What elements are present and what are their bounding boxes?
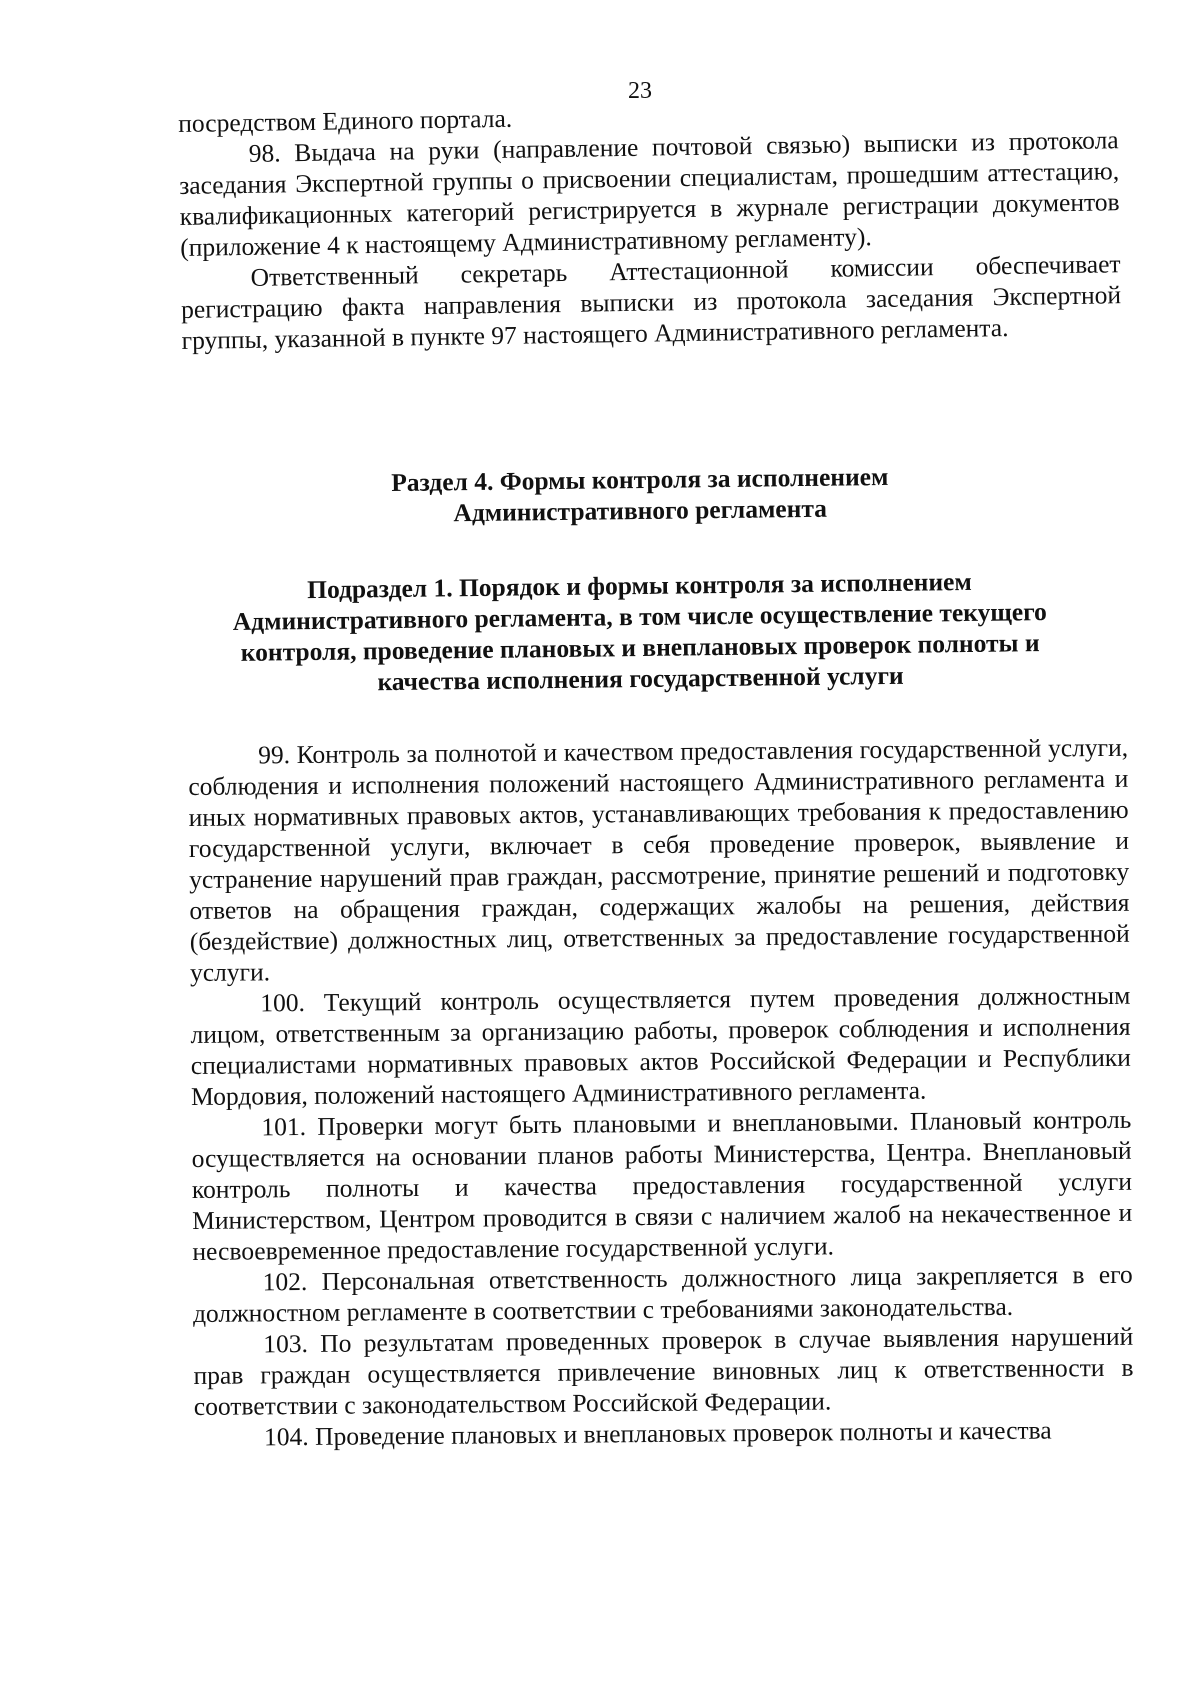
- paragraph-continuation: посредством Единого портала.: [178, 103, 513, 138]
- paragraph-101: 101. Проверки могут быть плановыми и внеплановыми. Плановый контроль осуществляется на основании планов работы Министерства, Центра. Внеплановый контроль полноты и качества предоставления государственной услуги Министерством, Центром проводится в связи с наличием жалоб на некачественное и несвоевременное предоставление государственной услуги.: [191, 1104, 1133, 1266]
- section-heading: [170, 458, 1111, 531]
- subsection-heading-line: Подраздел 1. Порядок и формы контроля за исполнением: [306, 566, 972, 605]
- paragraph-103: 103. По результатам проведенных проверок в случае выявления нарушений прав граждан осуществляется привлечение виновных лиц к ответственности в соответствии с законодательством Российской Федерации.: [193, 1321, 1134, 1421]
- paragraph-98-secretary: Ответственный секретарь Аттестационной комиссии обеспечивает регистрацию факта направления выписки из протокола заседания Экспертной группы, указанной в пункте 97 настоящего Административного регламента.: [180, 249, 1122, 355]
- subsection-heading-line: контроля, проведение плановых и внеплановых проверок полноты и: [240, 628, 1040, 667]
- text-block-top: [178, 93, 1122, 356]
- paragraph-102: 102. Персональная ответственность должностного лица закрепляется в его должностном регламенте в соответствии с требованиями законодательства.: [192, 1259, 1133, 1328]
- text-block-bottom: [188, 732, 1134, 1453]
- subsection-heading-line: качества исполнения государственной услуги: [377, 660, 904, 697]
- paragraph-100: 100. Текущий контроль осуществляется путем проведения должностным лицом, ответственным за организацию работы, проверок соблюдения и исполнения специалистами нормативных правовых актов Российской Федерации и Республики Мордовия, положений настоящего Административного регламента.: [190, 980, 1131, 1111]
- section-heading-line: Административного регламента: [453, 493, 828, 528]
- page-number: 23: [628, 78, 652, 104]
- paragraph-104: 104. Проведение плановых и внеплановых проверок полноты и качества: [263, 1415, 1052, 1452]
- subsection-heading-line: Административного регламента, в том числе осуществление текущего: [232, 597, 1047, 636]
- paragraph-98: 98. Выдача на руки (направление почтовой связью) выписки из протокола заседания Экспертной группы о присвоении специалистам, прошедшим аттестацию, квалификационных категорий регистрируется в журнале регистрации документов (приложение 4 к настоящему Административному регламенту).: [178, 125, 1120, 262]
- paragraph-99: 99. Контроль за полнотой и качеством предоставления государственной услуги, соблюдения и исполнения положений настоящего Административного регламента и иных нормативных правовых актов, устанавливающих требования к предоставлению государственной услуги, включает в себя проведение проверок, выявление и устранение нарушений прав граждан, рассмотрение, принятие решений и подготовку ответов на обращения граждан, содержащих жалобы на решения, действия (бездействие) должностных лиц, ответственных за предоставление государственной услуги.: [188, 732, 1130, 987]
- subsection-heading: [169, 564, 1110, 699]
- section-heading-line: Раздел 4. Формы контроля за исполнением: [391, 461, 889, 498]
